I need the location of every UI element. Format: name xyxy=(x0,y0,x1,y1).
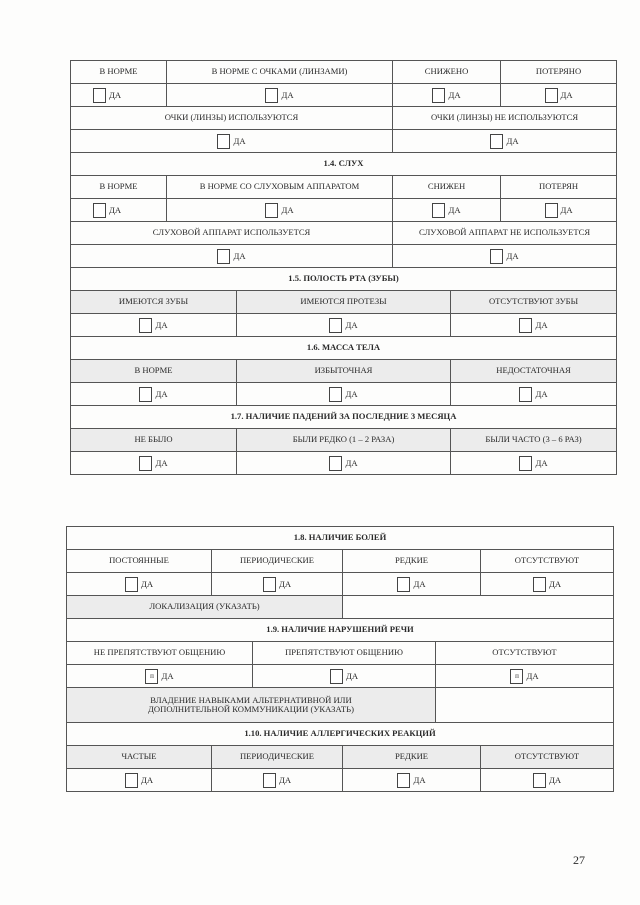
pain-localization-label: ЛОКАЛИЗАЦИЯ (УКАЗАТЬ) xyxy=(67,596,343,619)
checkbox[interactable] xyxy=(519,318,532,333)
vision-reduced-option[interactable]: ДА xyxy=(393,84,501,107)
checkbox[interactable] xyxy=(545,88,558,103)
falls-rare-option[interactable]: ДА xyxy=(237,452,451,475)
checkbox[interactable] xyxy=(139,387,152,402)
checkbox[interactable] xyxy=(397,577,410,592)
checkbox[interactable] xyxy=(125,773,138,788)
vision-normal-option[interactable]: ДА xyxy=(71,84,167,107)
checkbox[interactable] xyxy=(432,203,445,218)
falls-none-header: НЕ БЫЛО xyxy=(71,429,237,452)
speech-no-obstacle-header: НЕ ПРЕПЯТСТВУЮТ ОБЩЕНИЮ xyxy=(67,642,253,665)
checkbox[interactable]: п xyxy=(145,669,158,684)
dentures-header: ИМЕЮТСЯ ПРОТЕЗЫ xyxy=(237,291,451,314)
section-title-hearing: 1.4. СЛУХ xyxy=(71,153,617,176)
vision-normal-header: В НОРМЕ xyxy=(71,61,167,84)
speech-no-obstacle-option[interactable]: п ДА xyxy=(67,665,253,688)
checkbox[interactable] xyxy=(490,249,503,264)
pain-localization-field[interactable] xyxy=(343,596,614,619)
teeth-option[interactable]: ДА xyxy=(71,314,237,337)
checkbox[interactable] xyxy=(545,203,558,218)
checkbox[interactable] xyxy=(265,88,278,103)
no-teeth-header: ОТСУТСТВУЮТ ЗУБЫ xyxy=(451,291,617,314)
weight-deficient-header: НЕДОСТАТОЧНАЯ xyxy=(451,360,617,383)
hearing-aid-used-option[interactable]: ДА xyxy=(71,245,393,268)
weight-normal-header: В НОРМЕ xyxy=(71,360,237,383)
checkbox[interactable] xyxy=(432,88,445,103)
hearing-aid-not-used-header: СЛУХОВОЙ АППАРАТ НЕ ИСПОЛЬЗУЕТСЯ xyxy=(393,222,617,245)
glasses-not-used-option[interactable]: ДА xyxy=(393,130,617,153)
falls-often-header: БЫЛИ ЧАСТО (3 – 6 РАЗ) xyxy=(451,429,617,452)
checkbox[interactable] xyxy=(329,318,342,333)
falls-rare-header: БЫЛИ РЕДКО (1 – 2 РАЗА) xyxy=(237,429,451,452)
allergy-frequent-option[interactable]: ДА xyxy=(67,769,212,792)
hearing-normal-option[interactable]: ДА xyxy=(71,199,167,222)
form-block-upper xyxy=(70,60,616,475)
glasses-used-option[interactable]: ДА xyxy=(71,130,393,153)
pain-periodic-option[interactable]: ДА xyxy=(212,573,343,596)
allergy-periodic-header: ПЕРИОДИЧЕСКИЕ xyxy=(212,746,343,769)
checkbox[interactable] xyxy=(329,387,342,402)
hearing-aid-option[interactable]: ДА xyxy=(167,199,393,222)
weight-excess-option[interactable]: ДА xyxy=(237,383,451,406)
alt-communication-field[interactable] xyxy=(436,688,614,723)
checkbox[interactable] xyxy=(330,669,343,684)
checkbox[interactable] xyxy=(519,387,532,402)
form-block-lower xyxy=(66,526,613,792)
allergy-periodic-option[interactable]: ДА xyxy=(212,769,343,792)
checkbox[interactable]: п xyxy=(510,669,523,684)
checkbox[interactable] xyxy=(533,577,546,592)
vision-reduced-header: СНИЖЕНО xyxy=(393,61,501,84)
hearing-aid-header: В НОРМЕ СО СЛУХОВЫМ АППАРАТОМ xyxy=(167,176,393,199)
checkbox[interactable] xyxy=(533,773,546,788)
weight-excess-header: ИЗБЫТОЧНАЯ xyxy=(237,360,451,383)
section-title-weight: 1.6. МАССА ТЕЛА xyxy=(71,337,617,360)
section-title-falls: 1.7. НАЛИЧИЕ ПАДЕНИЙ ЗА ПОСЛЕДНИЕ 3 МЕСЯЦА xyxy=(71,406,617,429)
section-title-mouth: 1.5. ПОЛОСТЬ РТА (ЗУБЫ) xyxy=(71,268,617,291)
alt-communication-label xyxy=(67,688,436,723)
section-title-speech: 1.9. НАЛИЧИЕ НАРУШЕНИЙ РЕЧИ xyxy=(67,619,614,642)
hearing-aid-used-header: СЛУХОВОЙ АППАРАТ ИСПОЛЬЗУЕТСЯ xyxy=(71,222,393,245)
hearing-reduced-header: СНИЖЕН xyxy=(393,176,501,199)
vision-glasses-option[interactable]: ДА xyxy=(167,84,393,107)
checkbox[interactable] xyxy=(93,203,106,218)
allergy-absent-option[interactable]: ДА xyxy=(481,769,614,792)
hearing-lost-header: ПОТЕРЯН xyxy=(501,176,617,199)
checkbox[interactable] xyxy=(265,203,278,218)
section-title-allergy: 1.10. НАЛИЧИЕ АЛЛЕРГИЧЕСКИХ РЕАКЦИЙ xyxy=(67,723,614,746)
section-title-pain: 1.8. НАЛИЧИЕ БОЛЕЙ xyxy=(67,527,614,550)
hearing-reduced-option[interactable]: ДА xyxy=(393,199,501,222)
weight-deficient-option[interactable]: ДА xyxy=(451,383,617,406)
vision-lost-option[interactable]: ДА xyxy=(501,84,617,107)
hearing-lost-option[interactable]: ДА xyxy=(501,199,617,222)
teeth-header: ИМЕЮТСЯ ЗУБЫ xyxy=(71,291,237,314)
pain-absent-header: ОТСУТСТВУЮТ xyxy=(481,550,614,573)
checkbox[interactable] xyxy=(125,577,138,592)
checkbox[interactable] xyxy=(139,456,152,471)
pain-periodic-header: ПЕРИОДИЧЕСКИЕ xyxy=(212,550,343,573)
checkbox[interactable] xyxy=(93,88,106,103)
glasses-not-used-header: ОЧКИ (ЛИНЗЫ) НЕ ИСПОЛЬЗУЮТСЯ xyxy=(393,107,617,130)
allergy-frequent-header: ЧАСТЫЕ xyxy=(67,746,212,769)
pain-rare-header: РЕДКИЕ xyxy=(343,550,481,573)
alt-communication-line2: ДОПОЛНИТЕЛЬНОЙ КОММУНИКАЦИИ (УКАЗАТЬ) xyxy=(148,704,354,714)
pain-constant-header: ПОСТОЯННЫЕ xyxy=(67,550,212,573)
no-teeth-option[interactable]: ДА xyxy=(451,314,617,337)
allergy-absent-header: ОТСУТСТВУЮТ xyxy=(481,746,614,769)
vision-glasses-header: В НОРМЕ С ОЧКАМИ (ЛИНЗАМИ) xyxy=(167,61,393,84)
checkbox[interactable] xyxy=(217,249,230,264)
checkbox[interactable] xyxy=(519,456,532,471)
vision-lost-header: ПОТЕРЯНО xyxy=(501,61,617,84)
checkbox[interactable] xyxy=(397,773,410,788)
dentures-option[interactable]: ДА xyxy=(237,314,451,337)
falls-often-option[interactable]: ДА xyxy=(451,452,617,475)
checkbox[interactable] xyxy=(217,134,230,149)
checkbox[interactable] xyxy=(139,318,152,333)
pain-rare-option[interactable]: ДА xyxy=(343,573,481,596)
pain-absent-option[interactable]: ДА xyxy=(481,573,614,596)
hearing-normal-header: В НОРМЕ xyxy=(71,176,167,199)
checkbox[interactable] xyxy=(490,134,503,149)
alt-communication-line1: ВЛАДЕНИЕ НАВЫКАМИ АЛЬТЕРНАТИВНОЙ ИЛИ xyxy=(150,694,352,705)
speech-obstacle-header: ПРЕПЯТСТВУЮТ ОБЩЕНИЮ xyxy=(253,642,436,665)
pain-constant-option[interactable]: ДА xyxy=(67,573,212,596)
speech-obstacle-option[interactable]: ДА xyxy=(253,665,436,688)
falls-none-option[interactable]: ДА xyxy=(71,452,237,475)
page-number: 27 xyxy=(573,853,585,867)
speech-absent-header: ОТСУТСТВУЮТ xyxy=(436,642,614,665)
allergy-rare-header: РЕДКИЕ xyxy=(343,746,481,769)
speech-absent-option[interactable]: п ДА xyxy=(436,665,614,688)
checkbox[interactable] xyxy=(263,577,276,592)
checkbox[interactable] xyxy=(263,773,276,788)
hearing-aid-not-used-option[interactable]: ДА xyxy=(393,245,617,268)
weight-normal-option[interactable]: ДА xyxy=(71,383,237,406)
checkbox[interactable] xyxy=(329,456,342,471)
glasses-used-header: ОЧКИ (ЛИНЗЫ) ИСПОЛЬЗУЮТСЯ xyxy=(71,107,393,130)
allergy-rare-option[interactable]: ДА xyxy=(343,769,481,792)
